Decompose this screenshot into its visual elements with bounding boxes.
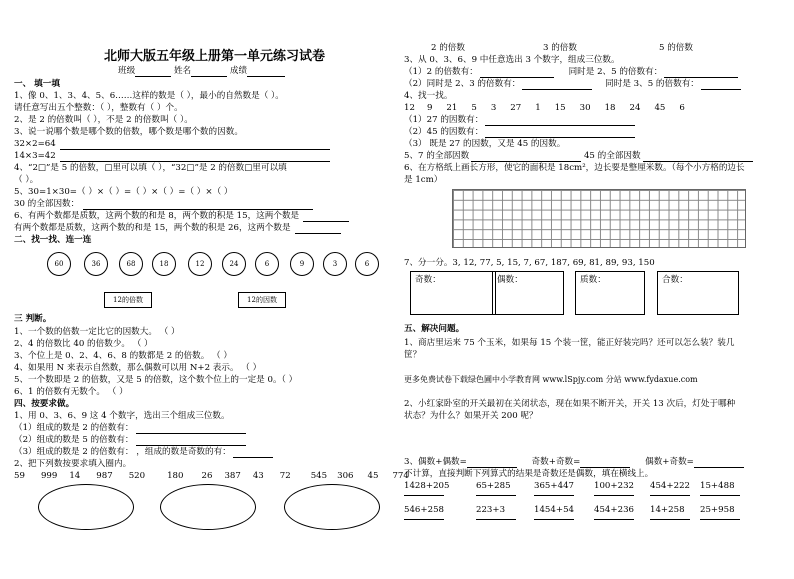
q6-text-2: 有两个数都是质数，这两个数的和是 15，两个数的积是 26，这两个数是: [14, 224, 341, 234]
task-5-answer-2[interactable]: [643, 152, 753, 162]
q1-text-2: 请任意写出五个整数：（ ），整数有（ ）个。: [14, 103, 183, 113]
number-item: 306: [337, 471, 354, 481]
number-item: 45: [367, 471, 379, 481]
class-label: 班级: [118, 66, 136, 76]
problem-1-text: 1、商店里运来 75 个玉米，如果每 15 个装一筐，能正好装完吗？还可以怎么装？装几: [404, 338, 735, 348]
even-number-box[interactable]: 偶数：: [492, 271, 564, 315]
task-3-answer-2[interactable]: [664, 68, 738, 78]
grid-paper[interactable]: [452, 189, 746, 248]
calc-answer-line[interactable]: [650, 518, 690, 520]
problem-3-answer-1[interactable]: [467, 458, 517, 468]
ellipse-label-2: 3 的倍数: [543, 43, 577, 53]
task-1-part-1: （1）组成的数是 2 的倍数有：: [14, 424, 246, 434]
calc-expression: 65+285: [476, 481, 511, 491]
calc-answer-line[interactable]: [534, 518, 574, 520]
class-field[interactable]: [135, 67, 171, 77]
q3-equation-1: 32×2=64: [14, 140, 330, 150]
number-circle[interactable]: 36: [84, 252, 108, 276]
q4-text-2: （ ）。: [14, 175, 39, 185]
judge-item-2: 2、4 的倍数比 40 的倍数少。 （ ）: [14, 339, 153, 349]
number-item: 987: [96, 471, 113, 481]
factors-of-12-box[interactable]: 12的因数: [238, 292, 286, 308]
task-6-text: 6、在方格纸上画长方形，使它的面积是 18cm²，边长要是整厘米数。（每个小方格的边长: [404, 163, 745, 173]
task-4-heading: 4、找一找。: [404, 91, 453, 101]
download-ad: 更多免费试卷下载绿色圃中小学教育网 www.lSpjy.com 分站 www.fydaxue.com: [404, 375, 698, 384]
section-3-heading: 三 判断。: [14, 314, 52, 324]
task-3-text: 3、从 0、3、6、9 中任意选出 3 个数字，组成三位数。: [404, 55, 620, 65]
calc-answer-line[interactable]: [594, 494, 634, 496]
calc-answer-line[interactable]: [700, 494, 740, 496]
q3-answer-2[interactable]: [60, 152, 330, 162]
number-circle[interactable]: 6: [355, 252, 379, 276]
task-3-part-1: （1）2 的倍数有： 同时是 2、5 的倍数有：: [404, 68, 738, 78]
problem-3-answer-2[interactable]: [580, 458, 630, 468]
page-title: 北师大版五年级上册第一单元练习试卷: [104, 49, 326, 64]
task-1-answer-2[interactable]: [136, 436, 246, 446]
number-item: 180: [167, 471, 184, 481]
calc-expression: 25+958: [700, 505, 735, 515]
judge-item-6: 6、1 的倍数有无数个。 （ ）: [14, 387, 128, 397]
ellipse-label-1: 2 的倍数: [431, 43, 465, 53]
q3-answer-1[interactable]: [60, 140, 330, 150]
problem-2-text: 2、小红家卧室的开关最初在关闭状态，现在如果不断开关，开关 13 次后，灯处于哪种: [404, 399, 736, 409]
judge-item-3: 3、个位上是 0、2、4、6、8 的数都是 2 的倍数。 （ ）: [14, 351, 232, 361]
score-field[interactable]: [247, 67, 285, 77]
calc-answer-line[interactable]: [476, 494, 516, 496]
calc-answer-line[interactable]: [476, 518, 516, 520]
name-label: 姓名: [173, 66, 192, 76]
number-circle[interactable]: 9: [290, 252, 314, 276]
q3-equation-2: 14×3=42: [14, 152, 330, 162]
number-item: 59: [14, 471, 25, 481]
prime-number-box[interactable]: 质数：: [575, 271, 645, 315]
task-3-answer-3[interactable]: [522, 80, 592, 90]
number-item: 545: [310, 471, 328, 481]
number-item: 26: [201, 471, 213, 481]
number-item: 520: [128, 471, 146, 481]
odd-number-box[interactable]: 奇数：: [410, 271, 496, 315]
find-27-factors: （1）27 的因数有：: [404, 116, 635, 126]
task-1-answer-1[interactable]: [136, 424, 246, 434]
q6-answer-1[interactable]: [303, 212, 349, 222]
q6-text: 6、有两个数都是质数，这两个数的和是 8，两个数的积是 15，这两个数是: [14, 212, 349, 222]
task-2-text: 2、把下列数按要求填入圈内。: [14, 459, 132, 469]
calc-answer-line[interactable]: [650, 494, 690, 496]
number-item: 14: [69, 471, 81, 481]
q3-text: 3、说一说哪个数是哪个数的倍数，哪个数是哪个数的因数。: [14, 127, 243, 137]
q1-text: 1、像 0、1、3、4、5、6……这样的数是（ ），最小的自然数是（ ）。: [14, 91, 284, 101]
find-45-factors: （2）45 的因数有：: [404, 128, 635, 138]
ellipse-label-3: 5 的倍数: [659, 43, 693, 53]
problem-4-text: 不计算，直接判断下列算式的结果是奇数还是偶数，填在横线上。: [404, 469, 654, 479]
calc-expression: 223+3: [476, 505, 506, 515]
q5-factors: 30 的全部因数：: [14, 200, 313, 210]
task-5-answer-1[interactable]: [471, 152, 581, 162]
number-circle[interactable]: 24: [222, 252, 246, 276]
q5-text: 5、30=1×30=（ ）×（ ）=（ ）×（ ）=（ ）×（ ）: [14, 187, 233, 197]
task-5-text: 5、7 的全部因数 45 的全部因数: [404, 152, 753, 162]
judge-item-1: 1、一个数的倍数一定比它的因数大。 （ ）: [14, 327, 180, 337]
problem-2-text-2: 状态？为什么？如果开关 200 呢？: [404, 411, 538, 421]
calc-expression: 365+447: [534, 481, 575, 491]
answer-ellipse-1[interactable]: [38, 484, 134, 530]
section-5-heading: 五、解决问题。: [404, 324, 465, 334]
find-common-factors: （3） 既是 27 的因数，又是 45 的因数。: [404, 139, 566, 149]
number-circle[interactable]: 18: [152, 252, 176, 276]
number-circle[interactable]: 6: [255, 252, 279, 276]
number-item: 43: [252, 471, 264, 481]
calc-expression: 546+258: [404, 505, 445, 515]
find-45-answer[interactable]: [485, 128, 635, 138]
q6-answer-2[interactable]: [295, 224, 341, 234]
number-circle[interactable]: 12: [188, 252, 212, 276]
find-number-row: 12 9 21 5 3 27 1 15 30 18 24 45 6: [404, 103, 685, 113]
section-4-heading: 四、按要求做。: [14, 399, 75, 409]
calc-answer-line[interactable]: [534, 494, 574, 496]
find-27-answer[interactable]: [485, 116, 635, 126]
section-2-heading: 二、找一找、连一连: [14, 235, 92, 245]
task-1-part-2: （2）组成的数是 5 的倍数有：: [14, 436, 246, 446]
calc-expression: 1454+54: [534, 505, 575, 515]
task-3-answer-1[interactable]: [480, 68, 554, 78]
task-6-text-2: 是 1cm）: [404, 175, 443, 185]
judge-item-4: 4、如果用 N 来表示自然数，那么偶数可以用 N+2 表示。 （ ）: [14, 363, 262, 373]
task-3-part-2: （2）同时是 2、3 的倍数有： 同时是 3、5 的倍数有：: [404, 80, 741, 90]
judge-item-5: 5、一个数即是 2 的倍数，又是 5 的倍数，这个数个位上的一定是 0。（ ）: [14, 375, 298, 385]
number-item: 72: [279, 471, 291, 481]
task-7-text: 7、分一分。3, 12, 77, 5, 15, 7, 67, 187, 69, 81, 89, 93, 150: [404, 258, 655, 268]
q5-answer[interactable]: [83, 200, 313, 210]
task-1-part-3: （3）组成的数是 2 的倍数有： ，组成的数是奇数的有：: [14, 448, 273, 458]
number-item: 774: [392, 471, 409, 481]
student-info-line: [118, 67, 285, 77]
task-1-text: 1、用 0、3、6、9 这 4 个数字，选出三个组成三位数。: [14, 411, 230, 421]
multiples-of-12-box[interactable]: 12的倍数: [104, 292, 152, 308]
score-label: 成绩: [229, 66, 248, 76]
number-list: [14, 472, 409, 481]
composite-number-box[interactable]: 合数：: [657, 271, 739, 315]
q4-text: 4、“2□”是 5 的倍数，□里可以填（ ），“32□”是 2 的倍数□里可以填: [14, 163, 287, 173]
calc-answer-line[interactable]: [594, 518, 634, 520]
calc-answer-line[interactable]: [404, 518, 444, 520]
calc-answer-line[interactable]: [700, 518, 740, 520]
answer-ellipse-3[interactable]: [284, 484, 380, 530]
problem-3-answer-3[interactable]: [694, 458, 744, 468]
problem-3-text: 3、偶数+偶数= 奇数+奇数= 偶数+奇数=: [404, 458, 744, 468]
problem-1-text-2: 筐？: [404, 350, 422, 360]
calc-expression: 100+232: [594, 481, 635, 491]
name-field[interactable]: [191, 67, 227, 77]
calc-expression: 1428+205: [404, 481, 450, 491]
number-item: 999: [40, 471, 58, 481]
number-circle[interactable]: 3: [323, 252, 347, 276]
task-1-answer-3[interactable]: [233, 448, 273, 458]
number-circle[interactable]: 68: [119, 252, 143, 276]
calc-expression: 14+258: [650, 505, 685, 515]
calc-expression: 454+222: [650, 481, 691, 491]
calc-expression: 454+236: [594, 505, 635, 515]
task-3-answer-4[interactable]: [701, 80, 741, 90]
section-1-heading: 一、 填一填: [14, 79, 60, 89]
number-item: 387: [224, 471, 241, 481]
number-circle[interactable]: 60: [47, 252, 71, 276]
calc-answer-line[interactable]: [404, 494, 444, 496]
calc-expression: 15+488: [700, 481, 735, 491]
answer-ellipse-2[interactable]: [160, 484, 256, 530]
q2-text: 2、是 2 的倍数叫（ ），不是 2 的倍数叫（ ）。: [14, 115, 193, 125]
